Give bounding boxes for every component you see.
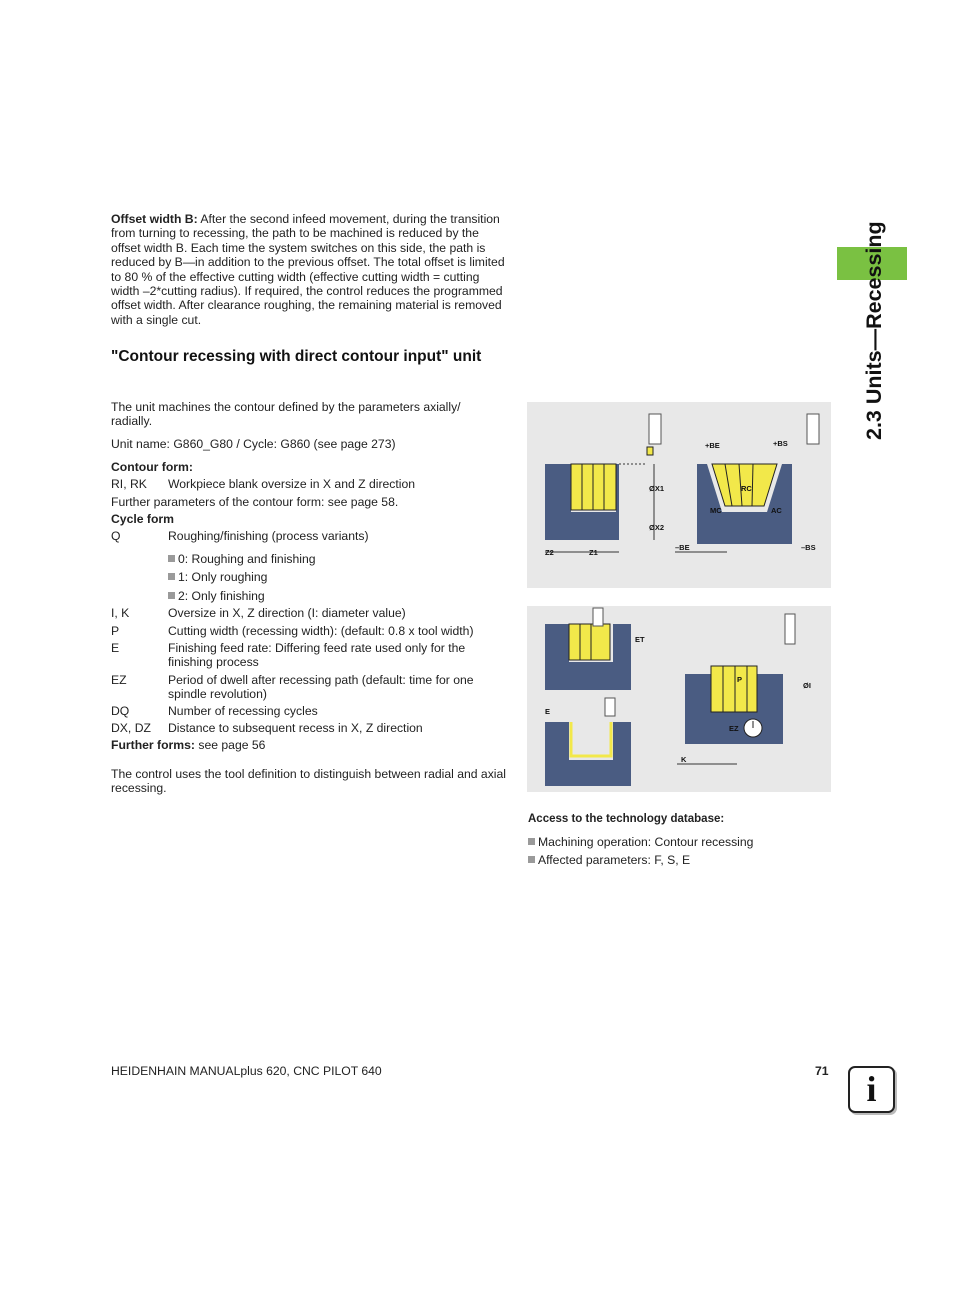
bullet-square-icon (168, 555, 175, 562)
option-item: 1: Only roughing (168, 570, 267, 584)
param-key: Q (111, 529, 121, 543)
bullet-square-icon (528, 856, 535, 863)
param-row: DQ Number of recessing cycles (111, 704, 318, 718)
svg-text:EZ: EZ (729, 724, 739, 733)
offset-width-text: After the second infeed movement, during the transition from turning to recessing, the path to be machined is reduced by the offset width B. Each time the system switches on this side, the path is reduced by B—in addition to the previous offset. The total offset is limited to 80 % of the effective cutting width (effective cutting width = cutting width –2*cutting radius). If required, the control reduces the programmed offset width. After clearance roughing, the remaining material is removed with a single cut. (111, 212, 505, 327)
param-row: P Cutting width (recessing width): (default: 0.8 x tool width) (111, 624, 474, 638)
param-value: Roughing/finishing (process variants) (168, 529, 369, 543)
svg-text:ØX1: ØX1 (649, 484, 665, 493)
svg-text:Z1: Z1 (589, 548, 598, 557)
svg-text:–BS: –BS (801, 543, 816, 552)
tech-db-title: Access to the technology database: (528, 813, 725, 825)
unit-description: The unit machines the contour defined by the parameters axially/ radially. (111, 400, 461, 429)
param-row: E Finishing feed rate: Differing feed rate used only for the finishing process (111, 641, 466, 669)
unit-name: Unit name: G860_G80 / Cycle: G860 (see page 273) (111, 437, 396, 451)
svg-text:+BE: +BE (705, 441, 720, 450)
bullet-square-icon (168, 592, 175, 599)
contour-form-title: Contour form: (111, 460, 193, 474)
svg-text:+BS: +BS (773, 439, 788, 448)
svg-text:ET: ET (635, 635, 645, 644)
contour-form-further: Further parameters of the contour form: see page 58. (111, 495, 399, 509)
further-forms: Further forms: see page 56 (111, 738, 266, 752)
param-row: EZ Period of dwell after recessing path (default: time for one spindle revolution) (111, 673, 474, 701)
footer-text: HEIDENHAIN MANUALplus 620, CNC PILOT 640 (111, 1064, 382, 1078)
bullet-square-icon (168, 573, 175, 580)
svg-text:MC: MC (710, 506, 722, 515)
svg-text:AC: AC (771, 506, 782, 515)
svg-text:E: E (545, 707, 551, 716)
offset-width-term: Offset width B: (111, 212, 198, 226)
svg-text:K: K (681, 755, 687, 764)
svg-text:–BE: –BE (675, 543, 690, 552)
info-glyph: i (866, 1069, 877, 1109)
svg-text:RC: RC (741, 484, 752, 493)
tech-db-item: Affected parameters: F, S, E (528, 853, 690, 867)
recess-contour-diagram (527, 402, 831, 588)
tech-db-item: Machining operation: Contour recessing (528, 835, 753, 849)
option-item: 0: Roughing and finishing (168, 552, 316, 566)
param-key: RI, RK (111, 477, 147, 491)
section-heading: "Contour recessing with direct contour input" unit (111, 348, 482, 365)
recess-contour-figure (527, 402, 831, 588)
svg-text:ØX2: ØX2 (649, 523, 665, 532)
param-row (111, 529, 507, 543)
cycle-form-title: Cycle form (111, 512, 174, 526)
recess-parameters-diagram (527, 606, 831, 792)
offset-width-paragraph (111, 212, 507, 327)
option-item: 2: Only finishing (168, 589, 265, 603)
chapter-title: 2.3 Units—Recessing (862, 221, 886, 440)
bullet-square-icon (528, 838, 535, 845)
closing-paragraph: The control uses the tool definition to distinguish between radial and axial recessing. (111, 767, 506, 796)
info-icon (848, 1066, 895, 1113)
page-number: 71 (815, 1064, 829, 1078)
param-value: Workpiece blank oversize in X and Z direction (168, 477, 416, 491)
param-row: DX, DZ Distance to subsequent recess in X, Z direction (111, 721, 423, 735)
svg-text:ØI: ØI (803, 681, 811, 690)
param-row (111, 477, 507, 491)
svg-text:P: P (737, 675, 743, 684)
recess-parameters-figure (527, 606, 831, 792)
svg-text:Z2: Z2 (545, 548, 554, 557)
param-row: I, K Oversize in X, Z direction (I: diameter value) (111, 606, 406, 620)
